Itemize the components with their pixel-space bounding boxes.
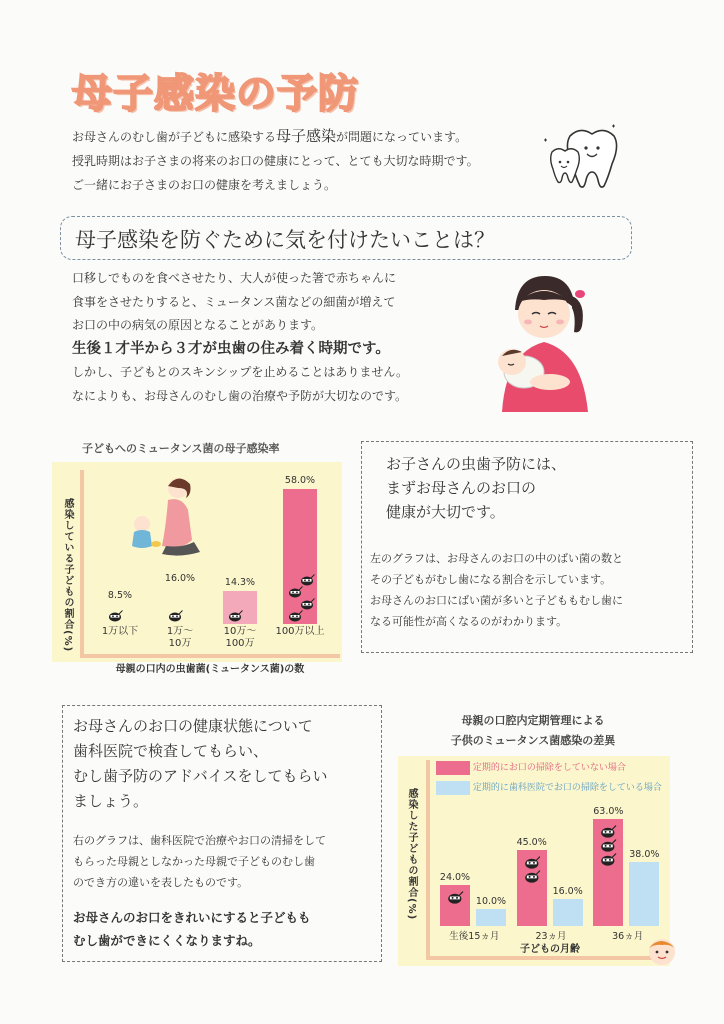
expl-line-5: しかし、子どもとのスキンシップを止めることはありません。 (72, 365, 409, 379)
germ-icon (287, 610, 303, 622)
expl-key-point: 生後１才半から３才が虫歯の住み着く時期です。 (72, 340, 390, 357)
chart2-value-label: 38.0% (629, 848, 660, 860)
chart2-tick-area (436, 926, 666, 942)
germ-icon (599, 839, 617, 852)
chart2-value-label: 10.0% (475, 896, 507, 908)
intro-text (72, 124, 479, 197)
chart1-ylabel: 感染している子どもの割合(%) (62, 498, 73, 653)
chart2-plot-area (436, 800, 666, 926)
intro-line-3: ご一緒にお子さまのお口の健康を考えましょう。 (72, 178, 337, 192)
checkup-foot-2: むし歯ができにくくなりますね。 (73, 933, 261, 948)
tooth-mascot-illustration (540, 118, 620, 188)
mother-health-note (361, 441, 693, 653)
note-lead-1: お子さんの虫歯予防には、 (386, 455, 567, 473)
chart2-tick-label: 生後15ヵ月 (449, 931, 500, 942)
chart2-xlabel: 子どもの月齢 (520, 944, 580, 955)
germ-icon (523, 870, 541, 883)
chart1-y-axis (80, 470, 84, 658)
note-body-2: その子どもがむし歯になる割合を示しています。 (370, 573, 612, 586)
chart1-tick-label: 1万〜 10万 (166, 626, 194, 649)
chart1-tick-area (90, 624, 330, 654)
checkup-conclusion (73, 906, 311, 952)
chart1-tick-label: 100万以上 (275, 626, 325, 637)
germ-icon (167, 610, 183, 622)
chart2-title (398, 711, 668, 751)
legend-label-with-care: 定期的に歯科医院でお口の掃除をしている場合 (472, 783, 662, 793)
checkup-body-3: のでき方の違いを表したものです。 (73, 876, 249, 889)
intro-line-1a: お母さんのむし歯が子どもに感染する (72, 130, 277, 144)
germ-icon (227, 610, 243, 622)
note-lead-2: まずお母さんのお口の (386, 479, 537, 497)
chart1-tick-label: 1万以下 (101, 626, 139, 637)
question-heading: 母子感染を防ぐために気を付けたいことは？ (75, 228, 495, 252)
expl-line-2: 食事をさせたりすると、ミュータンス菌などの細菌が増えて (72, 294, 396, 309)
checkup-lead-1: お母さんのお口の健康状態について (73, 717, 313, 735)
note-body-3: お母さんのお口にばい菌が多いと子どももむし歯に (370, 594, 623, 607)
chart2-x-axis (426, 956, 670, 960)
checkup-body-2: もらった母親としなかった母親で子どものむし歯 (73, 855, 315, 868)
note-body-1: 左のグラフは、お母さんのお口の中のばい菌の数と (370, 552, 623, 565)
chart2-value-label: 63.0% (593, 806, 624, 818)
chart2-bar-with-care (629, 862, 659, 926)
chart1-plot-area (90, 470, 330, 624)
chart1-tick-label: 10万〜 100万 (223, 626, 257, 649)
chart1-value-label: 16.0% (164, 572, 196, 584)
note-body (370, 548, 623, 632)
mother-baby-illustration (480, 262, 600, 422)
chart1-value-label: 58.0% (284, 474, 316, 486)
germ-icon (446, 891, 464, 904)
chart1-value-label: 8.5% (107, 590, 133, 602)
checkup-lead-2: 歯科医院で検査してもらい、 (73, 742, 269, 760)
chart1-xlabel: 母親の口内の虫歯菌(ミュータンス菌)の数 (115, 664, 305, 675)
chart2-bar-with-care (476, 909, 506, 926)
explanation-text (72, 267, 408, 408)
page-title: 母子感染の予防 (72, 71, 359, 117)
note-lead (386, 452, 566, 524)
checkup-lead-4: ましょう。 (73, 792, 149, 810)
germ-icon (299, 598, 315, 610)
germ-icon (523, 856, 541, 869)
chart2-title-line-2: 子供のミュータンス菌感染の差異 (450, 734, 616, 747)
expl-line-1: 口移しでものを食べさせたり、大人が使った箸で赤ちゃんに (72, 271, 397, 285)
chart2-tick-label: 23ヵ月 (535, 931, 567, 942)
legend-item-no-care (436, 760, 626, 775)
intro-line-1b: が問題になっています。 (336, 130, 468, 144)
dental-checkup-note (62, 705, 382, 962)
legend-swatch-with-care (436, 781, 470, 795)
checkup-lead-3: むし歯予防のアドバイスをしてもらい (73, 767, 328, 785)
checkup-lead (73, 714, 328, 814)
checkup-foot-1: お母さんのお口をきれいにすると子どもも (73, 910, 311, 925)
germ-icon (107, 610, 123, 622)
note-body-4: なる可能性が高くなるのがわかります。 (370, 615, 568, 628)
note-lead-3: 健康が大切です。 (386, 503, 505, 521)
checkup-body (73, 830, 326, 893)
chart2-tick-label: 36ヵ月 (612, 931, 644, 942)
chart2-y-axis (426, 760, 430, 960)
chart2-ylabel: 感染した子どもの割合(%) (406, 788, 417, 921)
chart2-value-label: 24.0% (439, 872, 471, 884)
chart2-value-label: 45.0% (516, 836, 547, 848)
germ-icon (599, 825, 617, 838)
germ-icon (599, 853, 617, 866)
chart1-title: 子どもへのミュータンス菌の母子感染率 (82, 442, 280, 455)
chart1-x-axis (80, 654, 340, 658)
child-face-illustration (642, 932, 682, 966)
chart2-bar-with-care (553, 899, 583, 926)
checkup-body-1: 右のグラフは、歯科医院で治療やお口の清掃をして (73, 834, 326, 847)
legend-label-no-care: 定期的にお口の掃除をしていない場合 (472, 763, 626, 773)
chart1-value-label: 14.3% (224, 576, 256, 588)
chart2-title-line-1: 母親の口腔内定期管理による (461, 714, 605, 727)
intro-keyword: 母子感染 (276, 127, 337, 145)
legend-swatch-no-care (436, 761, 470, 775)
intro-line-2: 授乳時期はお子さまの将来のお口の健康にとって、とても大切な時期です。 (72, 154, 479, 168)
germ-icon (287, 586, 303, 598)
expl-line-3: お口の中の病気の原因となることがあります。 (72, 318, 324, 332)
legend-item-with-care (436, 780, 662, 795)
expl-line-6: なによりも、お母さんのむし歯の治療や予防が大切なのです。 (72, 388, 408, 403)
chart2-value-label: 16.0% (552, 885, 583, 897)
germ-icon (299, 574, 315, 586)
